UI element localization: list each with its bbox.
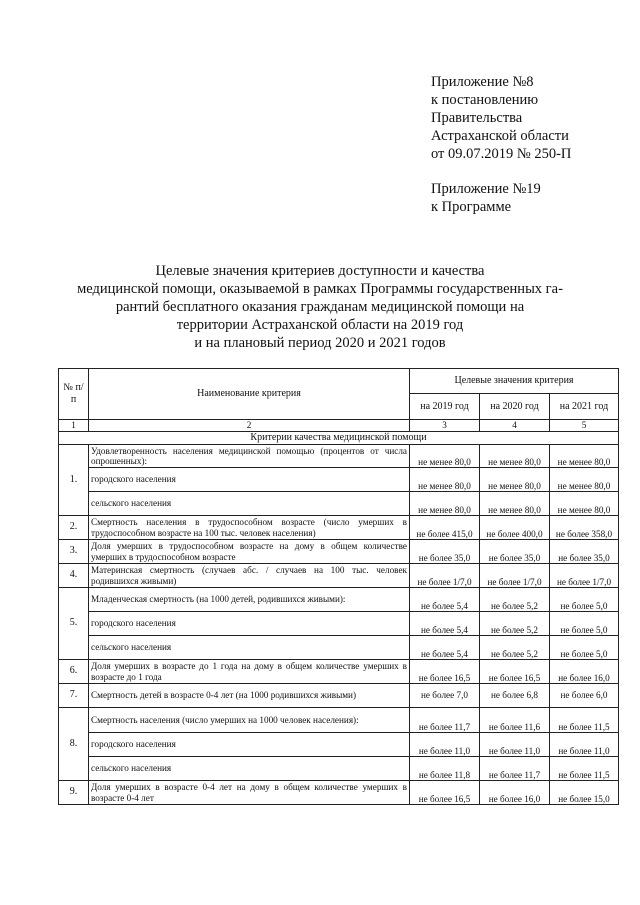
value-2020: не более 5,2 [480, 636, 550, 660]
value-2019: не более 16,5 [410, 660, 480, 684]
title-line: рантий бесплатного оказания гражданам медицинской помощи на [115, 299, 525, 315]
value-2021: не более 5,0 [550, 588, 619, 612]
header-target: Целевые значения критерия [410, 369, 619, 394]
criterion-name: Доля умерших в возрасте 0-4 лет на дому в общем количестве умерших в возрасте 0-4 лет [89, 781, 410, 805]
header-year: на 2021 год [550, 394, 619, 420]
criterion-name: городского населения [89, 612, 410, 636]
value-2019: не менее 80,0 [410, 468, 480, 492]
criterion-name: Младенческая смертность (на 1000 детей, родившихся живыми): [89, 588, 410, 612]
value-2019: не менее 80,0 [410, 445, 480, 468]
section-header: Критерии качества медицинской помощи [59, 432, 619, 445]
row-number: 6. [59, 660, 89, 684]
criterion-name: Смертность населения (число умерших на 1000 человек населения): [89, 708, 410, 733]
appendix-line: Астраханской области [431, 128, 569, 144]
criterion-name: Удовлетворенность населения медицинской помощью (процентов от числа опрошенных): [89, 445, 410, 468]
criterion-name: Материнская смертность (случаев абс. / случаев на 100 тыс. человек родившихся живыми) [89, 564, 410, 588]
value-2019: не более 415,0 [410, 516, 480, 540]
row-number: 3. [59, 540, 89, 564]
appendix-line: от 09.07.2019 № 250-П [431, 146, 572, 162]
value-2021: не более 5,0 [550, 636, 619, 660]
row-number: 1. [59, 445, 89, 516]
index-cell: 3 [410, 420, 480, 432]
row-number: 4. [59, 564, 89, 588]
header-year: на 2020 год [480, 394, 550, 420]
value-2020: не более 5,2 [480, 588, 550, 612]
appendix-line: к Программе [431, 199, 512, 215]
value-2020: не более 16,0 [480, 781, 550, 805]
value-2019: не более 5,4 [410, 612, 480, 636]
value-2021: не более 11,5 [550, 757, 619, 781]
table-row [59, 445, 619, 468]
value-2020: не более 1/7,0 [480, 564, 550, 588]
table-row [59, 684, 619, 708]
value-2021: не более 5,0 [550, 612, 619, 636]
index-cell: 2 [89, 420, 410, 432]
table-row [59, 757, 619, 781]
table-row [59, 588, 619, 612]
value-2020: не менее 80,0 [480, 468, 550, 492]
value-2020: не более 11,6 [480, 708, 550, 733]
criterion-name: сельского населения [89, 492, 410, 516]
table-row [59, 540, 619, 564]
table-row [59, 636, 619, 660]
value-2021: не более 358,0 [550, 516, 619, 540]
value-2020: не более 5,2 [480, 612, 550, 636]
value-2021: не менее 80,0 [550, 445, 619, 468]
value-2020: не более 16,5 [480, 660, 550, 684]
criterion-name: Смертность населения в трудоспособном возрасте (число умерших в трудоспособном возрасте на 100 тыс. человек населения) [89, 516, 410, 540]
document-title [40, 262, 600, 352]
table-row [59, 492, 619, 516]
value-2019: не более 1/7,0 [410, 564, 480, 588]
value-2020: не более 11,0 [480, 733, 550, 757]
value-2021: не менее 80,0 [550, 468, 619, 492]
criterion-name: Доля умерших в возрасте до 1 года на дому в общем количестве умерших в возрасте до 1 года [89, 660, 410, 684]
criteria-table [58, 368, 619, 805]
row-number: 2. [59, 516, 89, 540]
appendix-line: Приложение №19 [431, 181, 541, 197]
appendix-line: Приложение №8 [431, 74, 534, 90]
criterion-name: сельского населения [89, 757, 410, 781]
value-2021: не более 16,0 [550, 660, 619, 684]
value-2019: не более 5,4 [410, 588, 480, 612]
value-2021: не более 11,5 [550, 708, 619, 733]
value-2019: не более 5,4 [410, 636, 480, 660]
value-2021: не более 1/7,0 [550, 564, 619, 588]
row-number: 5. [59, 588, 89, 660]
appendix-line: Правительства [431, 110, 523, 126]
title-line: медицинской помощи, оказываемой в рамках Программы государственных га- [77, 281, 563, 297]
table-row [59, 564, 619, 588]
header-name: Наименование критерия [89, 369, 410, 420]
value-2020: не более 11,7 [480, 757, 550, 781]
criterion-name: сельского населения [89, 636, 410, 660]
appendix-header [431, 73, 571, 216]
index-cell: 4 [480, 420, 550, 432]
value-2020: не более 35,0 [480, 540, 550, 564]
header-num: № п/п [59, 369, 89, 420]
table-row [59, 468, 619, 492]
value-2020: не менее 80,0 [480, 445, 550, 468]
value-2021: не более 11,0 [550, 733, 619, 757]
appendix-line: к постановлению [431, 92, 539, 108]
value-2019: не более 11,0 [410, 733, 480, 757]
row-number: 9. [59, 781, 89, 805]
table-row [59, 660, 619, 684]
row-number: 7. [59, 684, 89, 708]
table-row [59, 612, 619, 636]
header-year: на 2019 год [410, 394, 480, 420]
table-row [59, 516, 619, 540]
criterion-name: городского населения [89, 468, 410, 492]
row-number: 8. [59, 708, 89, 781]
value-2021: не более 6,0 [550, 684, 619, 708]
index-cell: 5 [550, 420, 619, 432]
index-cell: 1 [59, 420, 89, 432]
value-2019: не менее 80,0 [410, 492, 480, 516]
value-2021: не менее 80,0 [550, 492, 619, 516]
value-2019: не более 11,8 [410, 757, 480, 781]
table-row [59, 781, 619, 805]
value-2021: не более 35,0 [550, 540, 619, 564]
value-2020: не более 400,0 [480, 516, 550, 540]
value-2020: не менее 80,0 [480, 492, 550, 516]
title-line: и на плановый период 2020 и 2021 годов [194, 335, 446, 351]
value-2021: не более 15,0 [550, 781, 619, 805]
title-line: Целевые значения критериев доступности и качества [155, 263, 485, 279]
table-row [59, 708, 619, 733]
value-2019: не более 16,5 [410, 781, 480, 805]
value-2019: не более 35,0 [410, 540, 480, 564]
criterion-name: Доля умерших в трудоспособном возрасте на дому в общем количестве умерших в трудоспособном возрасте [89, 540, 410, 564]
value-2020: не более 6,8 [480, 684, 550, 708]
table-row [59, 733, 619, 757]
title-line: территории Астраханской области на 2019 год [176, 317, 464, 333]
criterion-name: Смертность детей в возрасте 0-4 лет (на 1000 родившихся живыми) [89, 684, 410, 708]
criterion-name: городского населения [89, 733, 410, 757]
value-2019: не более 7,0 [410, 684, 480, 708]
value-2019: не более 11,7 [410, 708, 480, 733]
